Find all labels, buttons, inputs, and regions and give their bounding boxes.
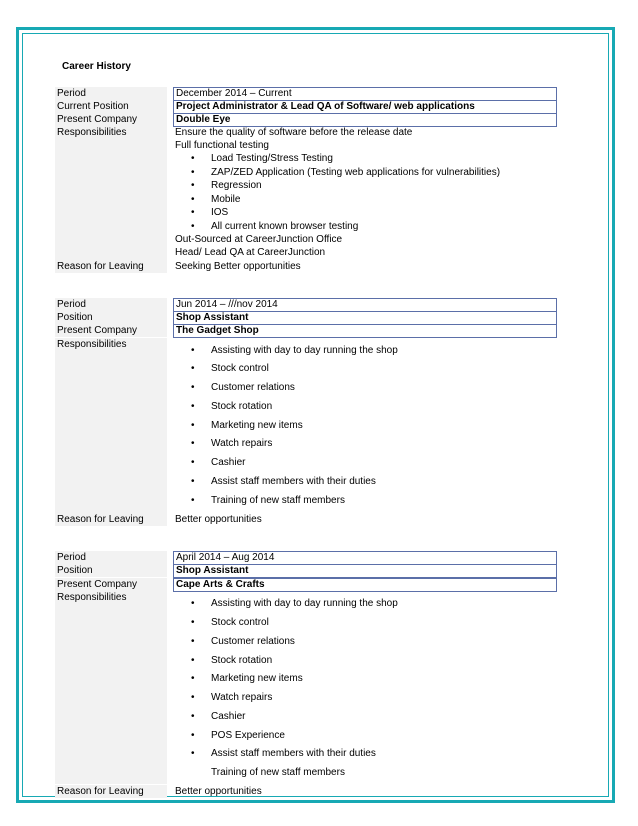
responsibilities-label: Responsibilities [55,338,167,351]
position-value: Shop Assistant [173,564,557,578]
period-label: Period [55,298,167,311]
responsibility-subheading: Full functional testing [175,140,269,151]
period-value: Jun 2014 – ///nov 2014 [173,298,557,312]
responsibilities-label: Responsibilities [55,591,167,604]
label-column-shade [55,591,167,784]
responsibility-intro: Ensure the quality of software before the release date [175,127,413,138]
reason-value: Better opportunities [175,786,262,797]
period-value: December 2014 – Current [173,87,557,101]
responsibility-note: Head/ Lead QA at CareerJunction [175,247,326,258]
position-value: Project Administrator & Lead QA of Software/ web applications [173,100,557,114]
position-label: Position [55,564,167,577]
reason-value: Better opportunities [175,514,262,525]
period-label: Period [55,87,167,100]
reason-label: Reason for Leaving [55,785,167,798]
label-column-shade [55,338,167,513]
position-label: Current Position [55,100,167,113]
company-value: Cape Arts & Crafts [173,578,557,592]
company-label: Present Company [55,578,167,591]
label-column-shade [55,126,167,264]
reason-label: Reason for Leaving [55,513,167,526]
position-label: Position [55,311,167,324]
section-heading: Career History [62,61,131,72]
reason-value: Seeking Better opportunities [175,261,301,272]
position-value: Shop Assistant [173,311,557,325]
reason-label: Reason for Leaving [55,260,167,273]
company-label: Present Company [55,324,167,337]
period-label: Period [55,551,167,564]
company-value: The Gadget Shop [173,324,557,338]
responsibilities-label: Responsibilities [55,126,167,139]
company-value: Double Eye [173,113,557,127]
period-value: April 2014 – Aug 2014 [173,551,557,565]
responsibility-note: Training of new staff members [211,767,345,778]
company-label: Present Company [55,113,167,126]
responsibility-note: Out-Sourced at CareerJunction Office [175,234,343,245]
